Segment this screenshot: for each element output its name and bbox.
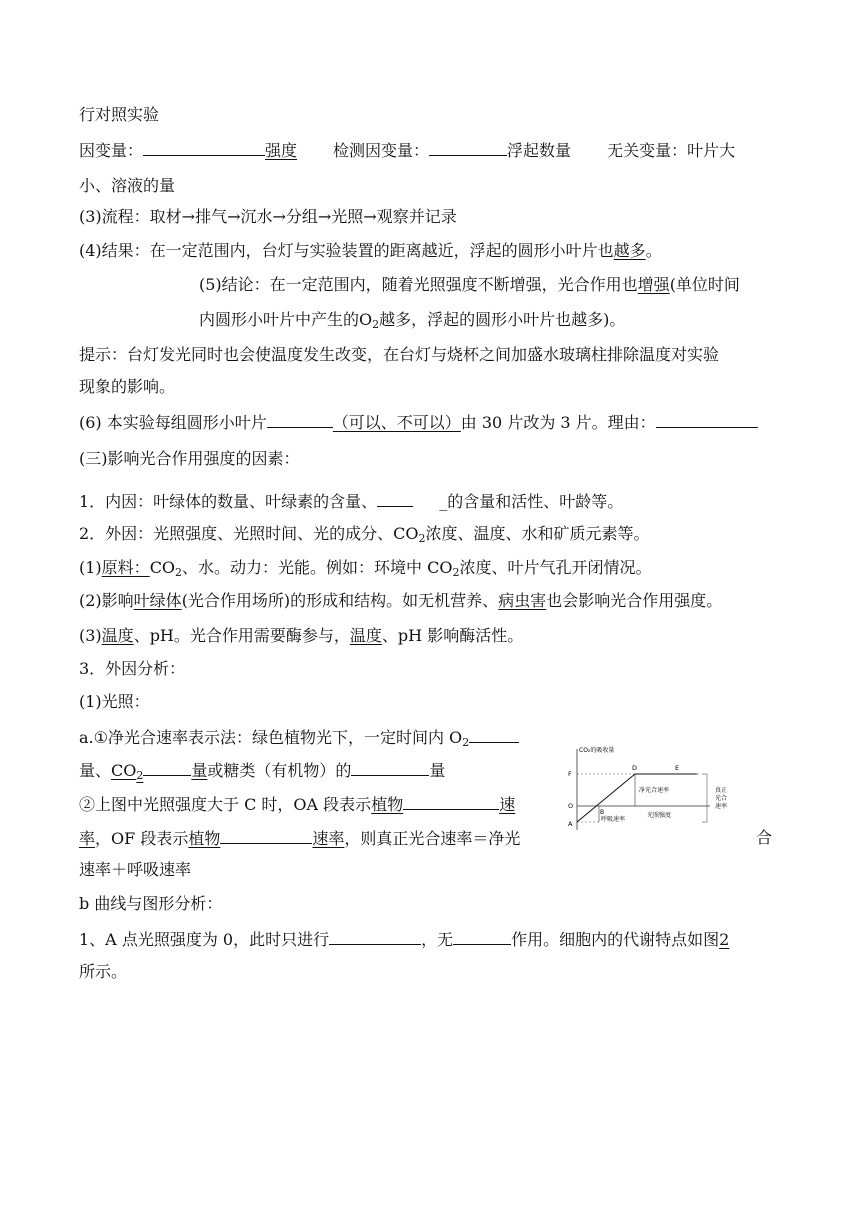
text-line: (1)光照：: [79, 692, 150, 711]
text-line: (6) 本实验每组圆形小叶片 （可以、不可以）由 30 片改为 3 片。理由：: [79, 412, 758, 433]
blank[interactable]: [220, 828, 312, 844]
blank[interactable]: [469, 727, 519, 743]
blank[interactable]: [143, 140, 265, 156]
y-axis-label: CO₂的吸收量: [579, 747, 615, 754]
text-line: (4)结果：在一定范围内，台灯与实验装置的距离越近，浮起的圆形小叶片也越多。: [79, 241, 662, 260]
light-label: 光照强度: [647, 812, 672, 819]
heading: (三)影响光合作用强度的因素：: [79, 449, 300, 468]
text-line: 行对照实验: [79, 105, 160, 124]
text-line: 小、溶液的量: [79, 176, 176, 195]
label-b: B: [600, 809, 605, 816]
text-line: 因变量： 强度 检测因变量： 浮起数量 无关变量：叶片大: [79, 141, 736, 160]
label-d: D: [632, 764, 638, 772]
text-line: (5)结论：在一定范围内，随着光照强度不断增强，光合作用也增强(单位时间: [199, 275, 740, 294]
true-rate-label: 光合: [715, 795, 728, 802]
text-line: 所示。: [79, 962, 128, 981]
text-line: (1)原料：$CO_2$、水。动力：光能。例如：环境中 $CO_2$浓度、叶片气孔开闭情况。: [79, 558, 652, 579]
text-line: 内圆形小叶片中产生的$O_2$越多，浮起的圆形小叶片也越多)。: [199, 310, 626, 331]
text-line: 1．内因：叶绿体的数量、叶绿素的含量、 _的含量和活性、叶龄等。: [79, 492, 624, 511]
blank[interactable]: [267, 412, 333, 428]
resp-rate-label: 呼吸速率: [601, 816, 626, 823]
text-line: 量、$CO_2$ 量或糖类（有机物）的 量: [79, 761, 446, 782]
blank[interactable]: [351, 760, 429, 776]
text-line: 3．外因分析：: [79, 659, 186, 678]
text-line: 2．外因：光照强度、光照时间、光的成分、$CO_2$浓度、温度、水和矿质元素等。: [79, 524, 650, 545]
photosynthesis-figure: [565, 744, 745, 842]
true-rate-label: 真正: [715, 787, 728, 794]
co2-curve: [577, 774, 697, 822]
text-line: (3)温度、pH。光合作用需要酶参与，温度、pH 影响酶活性。: [79, 626, 524, 645]
blank[interactable]: [656, 412, 758, 428]
blank[interactable]: [329, 929, 421, 945]
text-line: 率，OF 段表示植物 速率，则真正光合速率＝净光: [79, 829, 521, 848]
label-f: F: [568, 770, 572, 778]
text-line: (2)影响叶绿体(光合作用场所)的形成和结构。如无机营养、病虫害也会影响光合作用强度。: [79, 591, 723, 610]
text-line: 合: [756, 828, 773, 847]
text-line: ②上图中光照强度大于 C 时，OA 段表示植物 速: [79, 795, 516, 814]
blank[interactable]: [403, 794, 499, 810]
label-a: A: [568, 820, 573, 828]
text-line: 速率＋呼吸速率: [79, 860, 192, 879]
blank[interactable]: [429, 140, 507, 156]
text-line: a.①净光合速率表示法：绿色植物光下，一定时间内 $O_2$: [79, 727, 519, 753]
blank[interactable]: [377, 491, 413, 507]
true-rate-label: 速率: [715, 803, 728, 810]
blank[interactable]: [453, 929, 511, 945]
text-line: b 曲线与图形分析：: [79, 894, 223, 913]
net-rate-label: 净光合速率: [639, 787, 670, 794]
label-o: O: [568, 802, 574, 810]
label-e: E: [675, 764, 680, 772]
blank[interactable]: [143, 760, 191, 776]
text-line: (3)流程：取材→排气→沉水→分组→光照→观察并记录: [79, 207, 457, 226]
text-line: 提示：台灯发光同时也会使温度发生改变，在台灯与烧杯之间加盛水玻璃柱排除温度对实验: [79, 345, 720, 364]
text-line: 现象的影响。: [79, 377, 176, 396]
text-line: 1、A 点光照强度为 0，此时只进行 ，无 作用。细胞内的代谢特点如图2: [79, 930, 730, 949]
true-rate-bracket: [702, 774, 707, 822]
